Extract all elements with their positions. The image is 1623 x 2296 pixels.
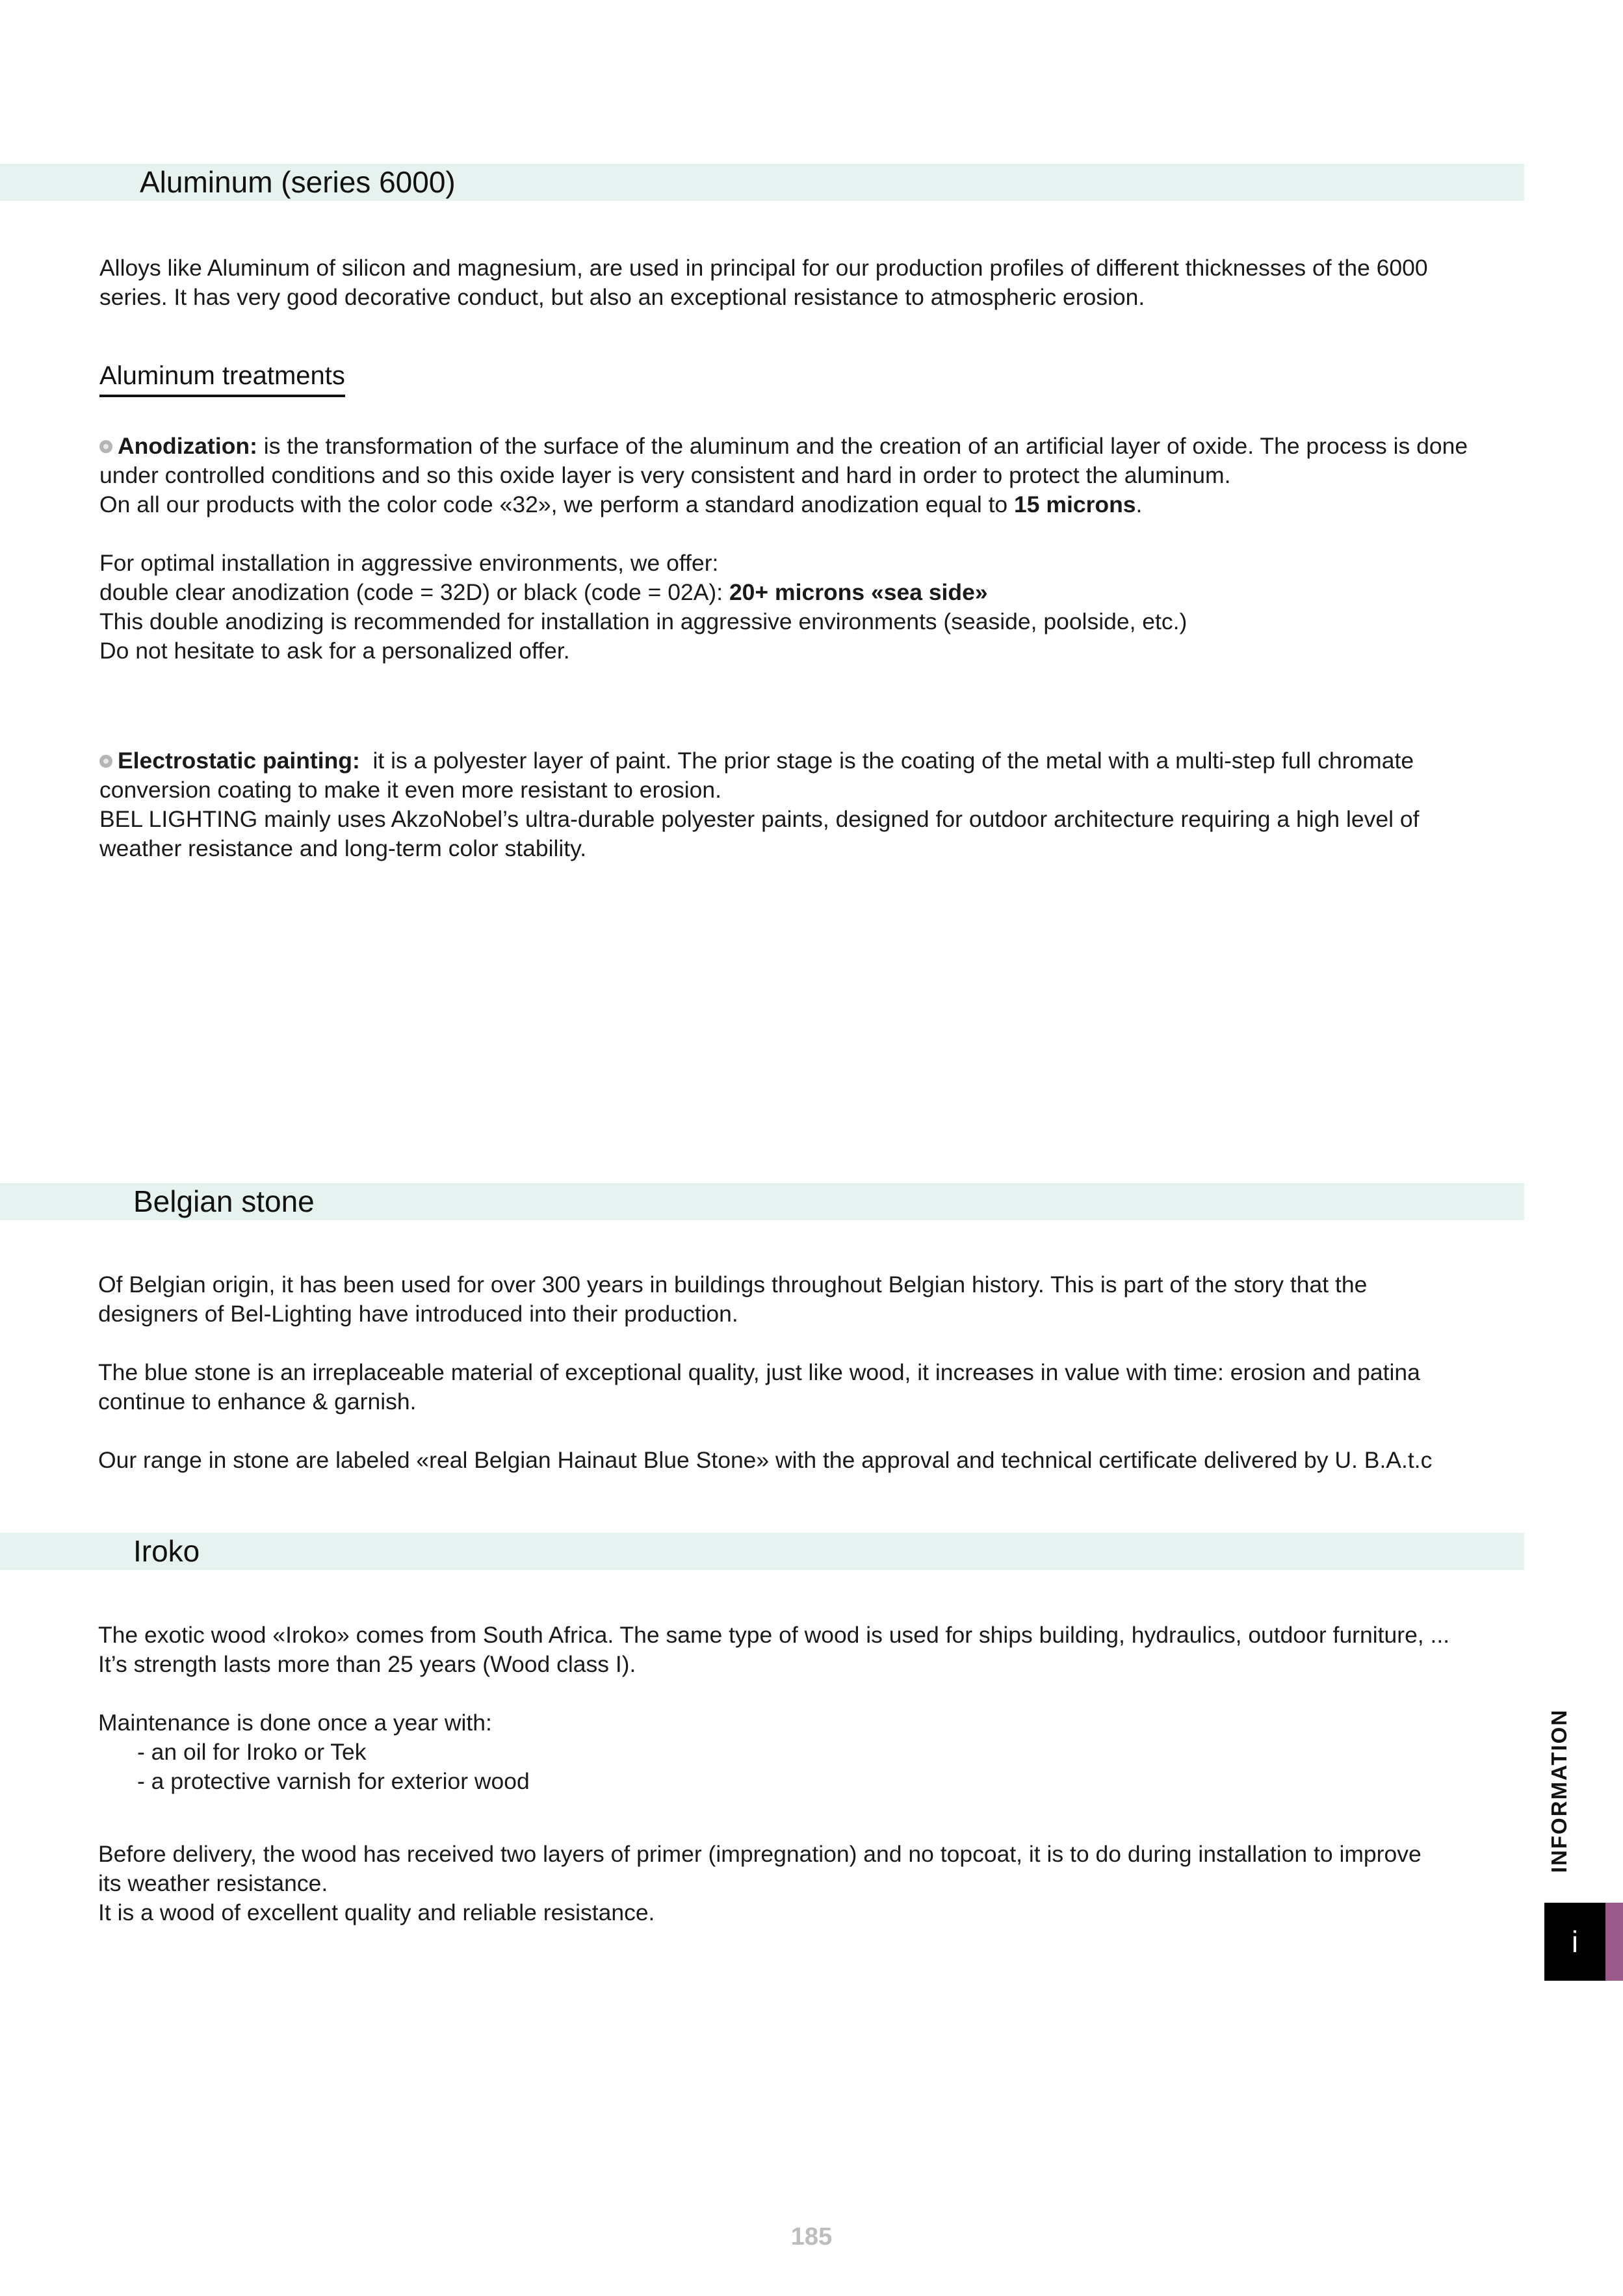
text-line: conversion coating to make it even more resistant to erosion.	[99, 777, 722, 803]
text-line: weather resistance and long-term color stability.	[99, 835, 587, 861]
text-line: For optimal installation in aggressive environments, we offer:	[99, 550, 719, 576]
text-fragment: it is a polyester layer of paint. The prior stage is the coating of the metal with a multi-step full chromate	[359, 748, 1414, 774]
text-line: Maintenance is done once a year with:	[98, 1710, 492, 1736]
text-line	[99, 578, 1527, 607]
text-line: Do not hesitate to ask for a personalized offer.	[99, 638, 570, 664]
text-line: Our range in stone are labeled «real Belgian Hainaut Blue Stone» with the approval and technical certificate delivered by U. B.A.t.c	[98, 1447, 1433, 1473]
electrostatic-label: Electrostatic painting:	[118, 748, 360, 774]
section-title-aluminum: Aluminum (series 6000)	[140, 165, 456, 199]
text-fragment: is the transformation of the surface of the aluminum and the creation of an artificial layer of oxide. The process is done	[257, 433, 1468, 459]
belgian-stone-paragraph-2	[98, 1358, 1526, 1416]
sea-side-thickness: 20+ microns «sea side»	[729, 579, 988, 605]
bullet-icon	[99, 440, 112, 453]
text-line: Alloys like Aluminum of silicon and magnesium, are used in principal for our production profiles of different thicknesses of the 6000	[99, 255, 1428, 281]
text-line: BEL LIGHTING mainly uses AkzoNobel’s ultra-durable polyester paints, designed for outdoor architecture requiring a high level of	[99, 806, 1420, 832]
text-line: series. It has very good decorative conduct, but also an exceptional resistance to atmospheric erosion.	[99, 284, 1145, 310]
sidebar-section-label: INFORMATION	[1547, 1708, 1571, 1873]
section-band-iroko	[0, 1533, 1524, 1570]
text-line	[99, 490, 1527, 519]
text-line	[99, 746, 1527, 776]
page-number: 185	[790, 2223, 833, 2250]
text-line: Before delivery, the wood has received two layers of primer (impregnation) and no topcoat, it is to do during installation to improve	[98, 1841, 1422, 1867]
electrostatic-paragraph	[99, 746, 1527, 863]
text-line: It is a wood of excellent quality and reliable resistance.	[98, 1899, 655, 1925]
iroko-maintenance	[98, 1708, 1526, 1796]
text-line	[99, 432, 1527, 461]
text-line: The blue stone is an irreplaceable material of exceptional quality, just like wood, it increases in value with time: erosion and patina	[98, 1359, 1420, 1385]
list-item: - an oil for Iroko or Tek	[137, 1739, 367, 1765]
iroko-paragraph-3	[98, 1840, 1526, 1927]
bullet-icon	[99, 755, 112, 768]
section-tab-accent	[1605, 1903, 1623, 1981]
text-line: Of Belgian origin, it has been used for over 300 years in buildings throughout Belgian history. This is part of the story that the	[98, 1272, 1368, 1298]
text-line: The exotic wood «Iroko» comes from South Africa. The same type of wood is used for ships building, hydraulics, outdoor furniture, ...	[98, 1622, 1450, 1648]
section-tab: i	[1544, 1903, 1605, 1981]
text-fragment: .	[1136, 491, 1143, 517]
text-line: designers of Bel-Lighting have introduced into their production.	[98, 1301, 738, 1327]
belgian-stone-paragraph-1	[98, 1270, 1526, 1329]
section-title-belgian-stone: Belgian stone	[133, 1184, 315, 1218]
aluminum-intro	[99, 254, 1527, 312]
iroko-paragraph-1	[98, 1621, 1526, 1679]
anodization-paragraph	[99, 432, 1527, 519]
text-line: continue to enhance & garnish.	[98, 1389, 417, 1415]
section-title-iroko: Iroko	[133, 1534, 200, 1568]
belgian-stone-paragraph-3	[98, 1446, 1526, 1475]
text-line: This double anodizing is recommended for installation in aggressive environments (seaside, poolside, etc.)	[99, 608, 1188, 634]
text-fragment: double clear anodization (code = 32D) or black (code = 02A):	[99, 579, 729, 605]
text-fragment: On all our products with the color code «32», we perform a standard anodization equal to	[99, 491, 1015, 517]
standard-thickness: 15 microns	[1014, 491, 1136, 517]
list-item: - a protective varnish for exterior wood	[137, 1768, 530, 1794]
optimal-installation-paragraph	[99, 549, 1527, 666]
text-line: It’s strength lasts more than 25 years (Wood class I).	[98, 1651, 636, 1677]
anodization-label: Anodization:	[118, 433, 257, 459]
text-line: under controlled conditions and so this oxide layer is very consistent and hard in order to protect the aluminum.	[99, 462, 1231, 488]
aluminum-treatments-heading: Aluminum treatments	[99, 359, 345, 397]
text-line: its weather resistance.	[98, 1870, 328, 1896]
